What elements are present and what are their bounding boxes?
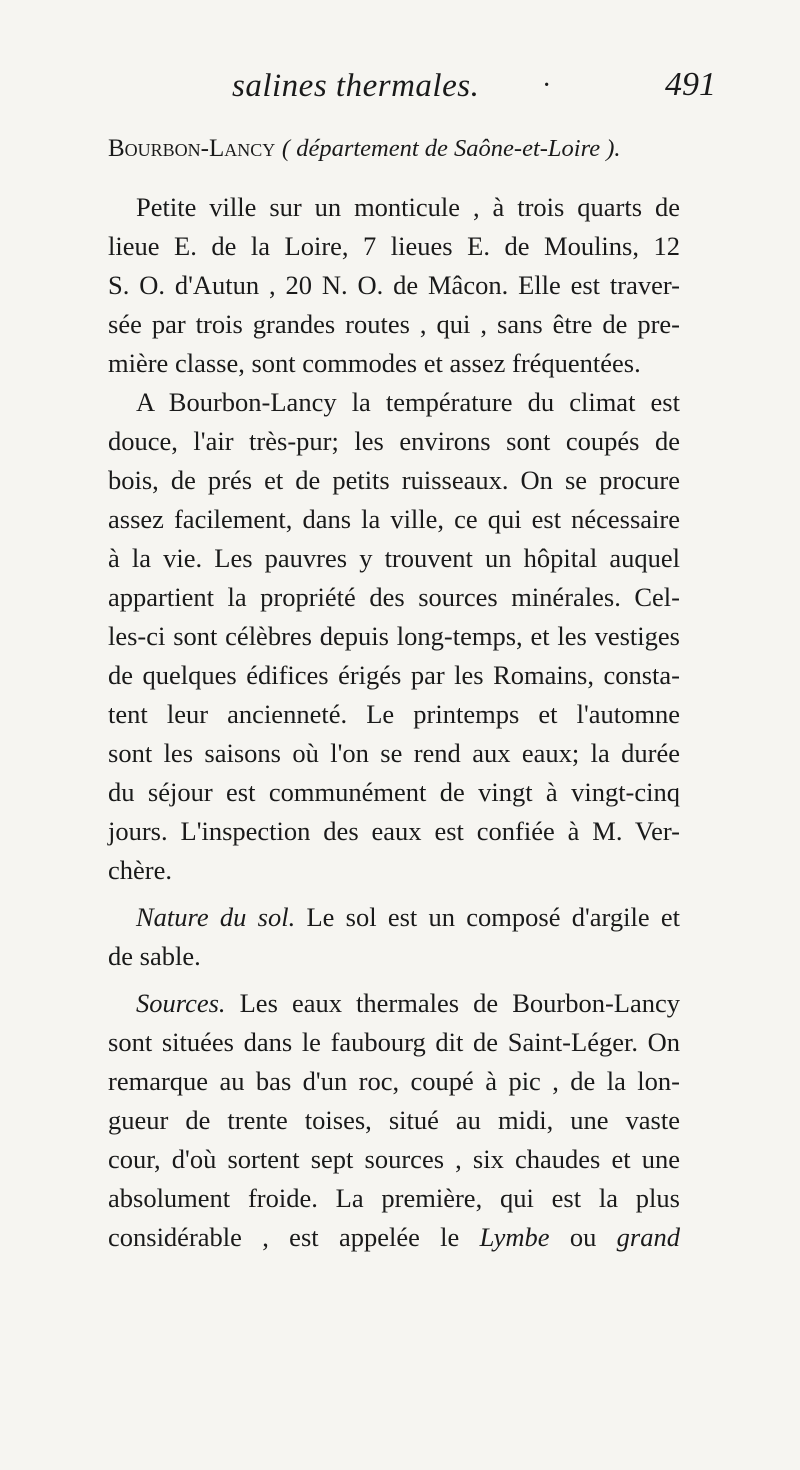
section-lead: Nature du sol. (136, 902, 296, 932)
entry-subtitle: ( département de Saône-et-Loire ). (281, 135, 621, 162)
text-line: assez facilement, dans la ville, ce qui est nécessaire (108, 504, 680, 534)
text-line: douce, l'air très-pur; les environs sont coupés de (108, 426, 680, 456)
paragraph-intro (108, 188, 680, 383)
paragraph-sources (108, 984, 680, 1257)
text-line: bois, de prés et de petits ruisseaux. On se procure (108, 465, 680, 495)
text-line (108, 898, 680, 937)
page-header (0, 62, 800, 122)
section-lead: Sources. (136, 988, 226, 1018)
text-run: ou (549, 1222, 617, 1252)
text-line: absolument froide. La première, qui est la plus (108, 1183, 680, 1213)
italic-term: grand (616, 1222, 680, 1252)
text-line: remarque au bas d'un roc, coupé à pic , de la lon- (108, 1066, 680, 1096)
text-line: sont situées dans le faubourg dit de Saint-Léger. On (108, 1027, 680, 1057)
text-line: à la vie. Les pauvres y trouvent un hôpital auquel (108, 543, 680, 573)
text-line: les-ci sont célèbres depuis long-temps, et les vestiges (108, 621, 680, 651)
text-line: lieue E. de la Loire, 7 lieues E. de Moulins, 12 (108, 231, 680, 261)
text-line: cour, d'où sortent sept sources , six chaudes et une (108, 1144, 680, 1174)
header-dot: · (542, 70, 552, 101)
text-line (108, 1218, 680, 1257)
body-text (108, 128, 680, 1257)
entry-heading (108, 128, 680, 168)
paragraph-soil (108, 898, 680, 976)
italic-term: Lymbe (479, 1222, 550, 1252)
running-title: salines thermales. (232, 68, 480, 104)
text-line: de sable. (108, 941, 201, 971)
text-line: gueur de trente toises, situé au midi, une vaste (108, 1105, 680, 1135)
text-line: A Bourbon-Lancy la température du climat est (136, 387, 680, 417)
text-line: sée par trois grandes routes , qui , sans être de pre- (108, 309, 680, 339)
text-line (108, 984, 680, 1023)
text-line: appartient la propriété des sources minérales. Cel- (108, 582, 680, 612)
text-line: Petite ville sur un monticule , à trois quarts de (136, 192, 680, 222)
text-line: sont les saisons où l'on se rend aux eaux; la durée (108, 738, 680, 768)
text-line: tent leur ancienneté. Le printemps et l'automne (108, 699, 680, 729)
text-line: jours. L'inspection des eaux est confiée à M. Ver- (108, 816, 680, 846)
text-line: chère. (108, 855, 172, 885)
paragraph-climate (108, 383, 680, 890)
text-line: mière classe, sont commodes et assez fréquentées. (108, 348, 641, 378)
text-run: considérable , est appelée le (108, 1222, 460, 1252)
page-number: 491 (665, 66, 716, 103)
entry-name: Bourbon-Lancy (108, 135, 276, 162)
text-line: S. O. d'Autun , 20 N. O. de Mâcon. Elle est traver- (108, 270, 680, 300)
text-run: Le sol est un composé d'argile et (295, 902, 680, 932)
text-run: Les eaux thermales de Bourbon-Lancy (225, 988, 680, 1018)
text-line: du séjour est communément de vingt à vingt-cinq (108, 777, 680, 807)
text-line: de quelques édifices érigés par les Romains, consta- (108, 660, 680, 690)
